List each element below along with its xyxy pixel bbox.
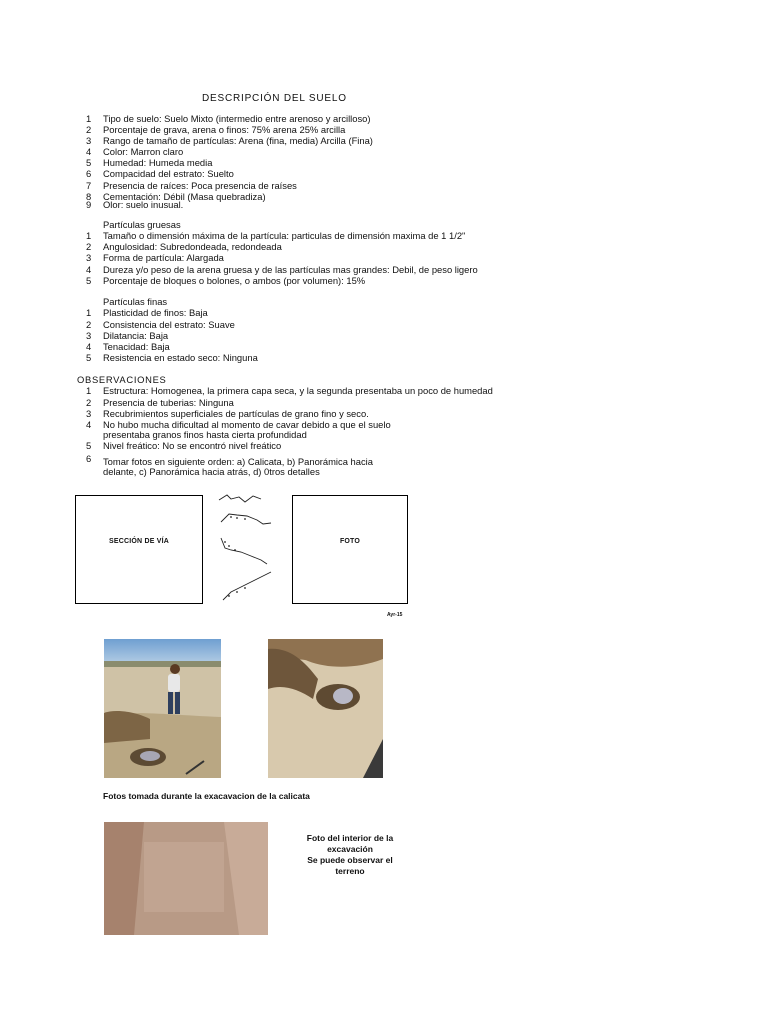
small-note: Ayr-15 (387, 612, 403, 618)
section-profile-sketches (215, 490, 277, 605)
road-section-label: SECCIÓN DE VÍA (109, 538, 169, 545)
excavation-photo-person (104, 639, 221, 778)
interior-photo-caption (290, 833, 410, 877)
interior-caption-line-2: excavación (327, 844, 373, 854)
excavation-interior-photo (104, 822, 268, 935)
photo-box (292, 495, 408, 604)
fine-heading: Partículas finas (103, 296, 168, 307)
photo-box-label: FOTO (339, 538, 361, 545)
page-title: DESCRIPCIÓN DEL SUELO (202, 93, 347, 104)
interior-caption-line-3: Se puede observar el (307, 855, 393, 865)
road-section-box (75, 495, 203, 604)
profile-sketch-4 (223, 572, 271, 600)
interior-caption-line-1: Foto del interior de la (306, 833, 394, 843)
excavation-photo-pit (268, 639, 383, 778)
coarse-heading: Partículas gruesas (103, 219, 181, 230)
photos-caption: Fotos tomada durante la exacavacion de la calicata (103, 791, 310, 801)
observations-heading: OBSERVACIONES (77, 374, 167, 385)
profile-sketch-1 (219, 495, 261, 502)
profile-sketch-3 (221, 538, 267, 564)
interior-caption-line-4: terreno (335, 866, 365, 876)
profile-sketch-2 (221, 514, 271, 524)
